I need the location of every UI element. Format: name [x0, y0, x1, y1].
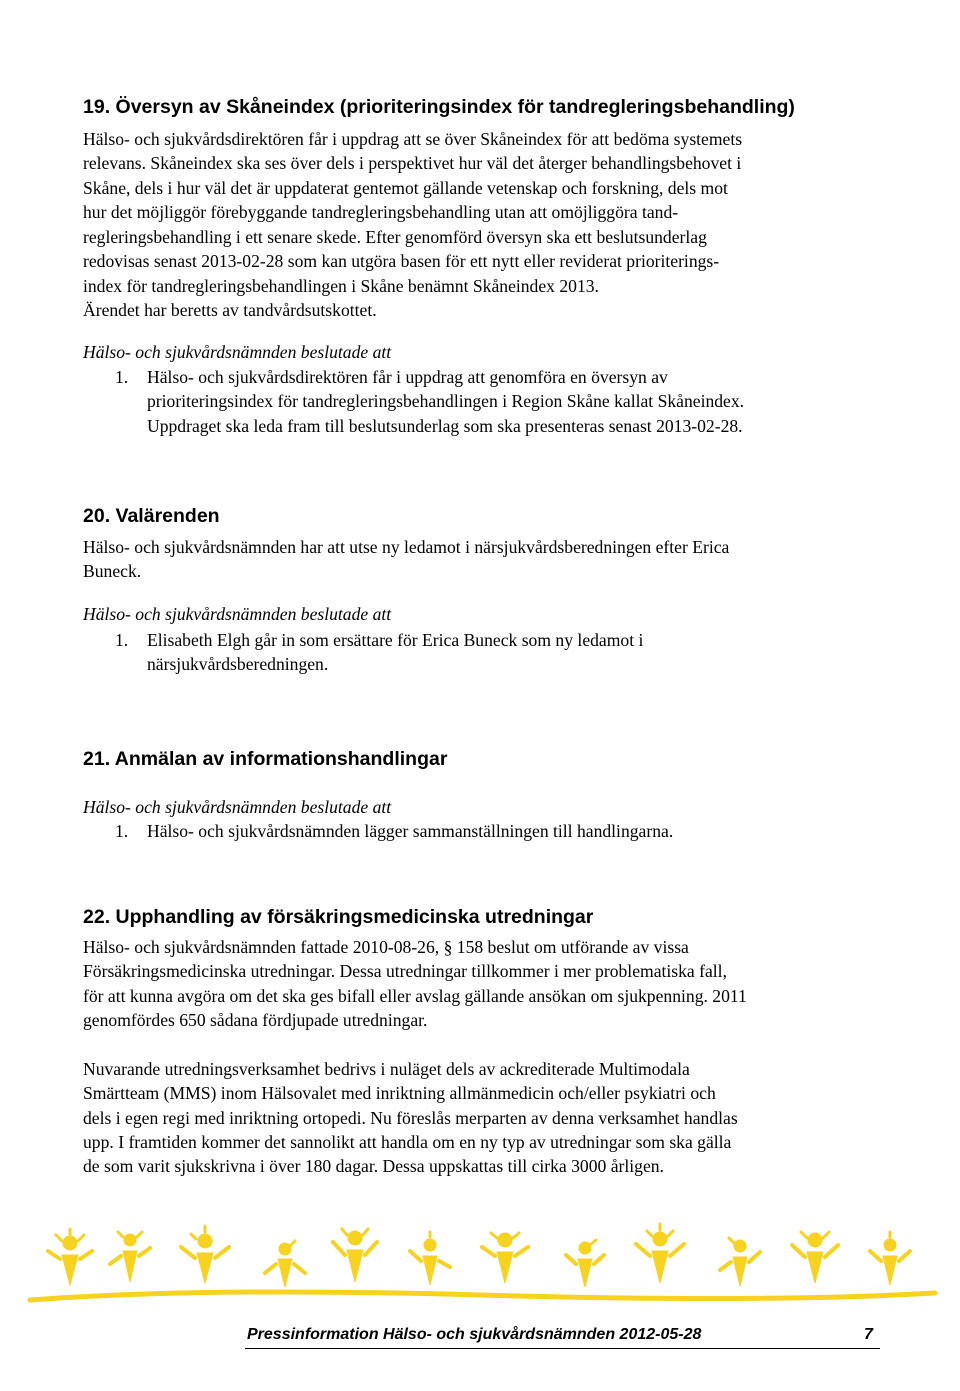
section-21-title: 21. Anmälan av informationshandlingar: [83, 748, 448, 770]
section-19-decision-heading: Hälso- och sjukvårdsnämnden beslutade att: [83, 342, 392, 362]
section-22-text-line: Nuvarande utredningsverksamhet bedrivs i nuläget dels av ackrediterade Multimodala: [83, 1059, 690, 1079]
section-22-title: 22. Upphandling av försäkringsmedicinska utredningar: [83, 906, 594, 928]
section-22-text-line: de som varit sjukskrivna i över 180 dagar. Dessa uppskattas till cirka 3000 årligen.: [83, 1156, 664, 1176]
section-19-text-line: regleringsbehandling i ett senare skede. Efter genomförd översyn ska ett beslutsunderlag: [83, 227, 707, 247]
section-19-text-line: Skåne, dels i hur väl det är uppdaterat gentemot gällande vetenskap och forskning, dels mot: [83, 178, 728, 198]
section-19-decision-line: Uppdraget ska leda fram till beslutsunderlag som ska presenteras senast 2013-02-28.: [147, 416, 743, 436]
section-20-title: 20. Valärenden: [83, 505, 220, 527]
section-20-decision-line: Elisabeth Elgh går in som ersättare för Erica Buneck som ny ledamot i: [147, 630, 644, 650]
page-number: 7: [864, 1326, 873, 1343]
section-21-decision-heading: Hälso- och sjukvårdsnämnden beslutade att: [83, 797, 392, 817]
section-19-decision-line: prioriteringsindex för tandregleringsbehandlingen i Region Skåne kallat Skåneindex.: [147, 391, 745, 411]
section-19-text-line: index för tandregleringsbehandlingen i Skåne benämnt Skåneindex 2013.: [83, 276, 599, 296]
section-20-decision-heading: Hälso- och sjukvårdsnämnden beslutade att: [83, 604, 392, 624]
section-19-title: 19. Översyn av Skåneindex (prioriteringsindex för tandregleringsbehandling): [83, 96, 795, 118]
section-21-decision-line: Hälso- och sjukvårdsnämnden lägger sammanställningen till handlingarna.: [147, 821, 674, 841]
section-20-text-line: Hälso- och sjukvårdsnämnden har att utse ny ledamot i närsjukvårdsberedningen efter Erica: [83, 537, 730, 557]
decorative-figures-banner: [0, 1205, 960, 1315]
section-19-decision-number: 1.: [115, 367, 129, 387]
section-22-text-line: Hälso- och sjukvårdsnämnden fattade 2010-08-26, § 158 beslut om utförande av vissa: [83, 937, 689, 957]
section-22-text-line: Försäkringsmedicinska utredningar. Dessa utredningar tillkommer i mer problematiska fall,: [83, 961, 727, 981]
section-22-text-line: Smärtteam (MMS) inom Hälsovalet med inriktning allmänmedicin och/eller psykiatri och: [83, 1083, 716, 1103]
section-19-text-line: redovisas senast 2013-02-28 som kan utgöra basen för ett nytt eller reviderat prioriterings-: [83, 251, 720, 271]
section-20-text-line: Buneck.: [83, 561, 142, 581]
section-19-decision-line: Hälso- och sjukvårdsdirektören får i uppdrag att genomföra en översyn av: [147, 367, 668, 387]
section-19-text-line: relevans. Skåneindex ska ses över dels i perspektivet hur väl det återger behandlingsbehovet i: [83, 153, 742, 173]
section-22-text-line: dels i egen regi med inriktning ortopedi. Nu föreslås merparten av denna verksamhet handlas: [83, 1108, 738, 1128]
section-19-text-line: hur det möjliggör förebyggande tandregleringsbehandling utan att omöjliggöra tand-: [83, 202, 679, 222]
section-22-text-line: för att kunna avgöra om det ska ges bifall eller avslag gällande ansökan om sjukpenning. 2011: [83, 986, 747, 1006]
section-22-text-line: upp. I framtiden kommer det sannolikt att handla om en ny typ av utredningar som ska gälla: [83, 1132, 732, 1152]
footer-rule: [245, 1348, 880, 1349]
section-21-decision-number: 1.: [115, 821, 129, 841]
footer-text: Pressinformation Hälso- och sjukvårdsnämnden 2012-05-28: [247, 1326, 702, 1343]
section-19-text-line: Hälso- och sjukvårdsdirektören får i uppdrag att se över Skåneindex för att bedöma systemets: [83, 129, 743, 149]
section-19-text-line: Ärendet har beretts av tandvårdsutskottet.: [83, 300, 377, 320]
section-22-text-line: genomfördes 650 sådana fördjupade utredningar.: [83, 1010, 428, 1030]
section-20-decision-number: 1.: [115, 630, 129, 650]
section-20-decision-line: närsjukvårdsberedningen.: [147, 654, 329, 674]
